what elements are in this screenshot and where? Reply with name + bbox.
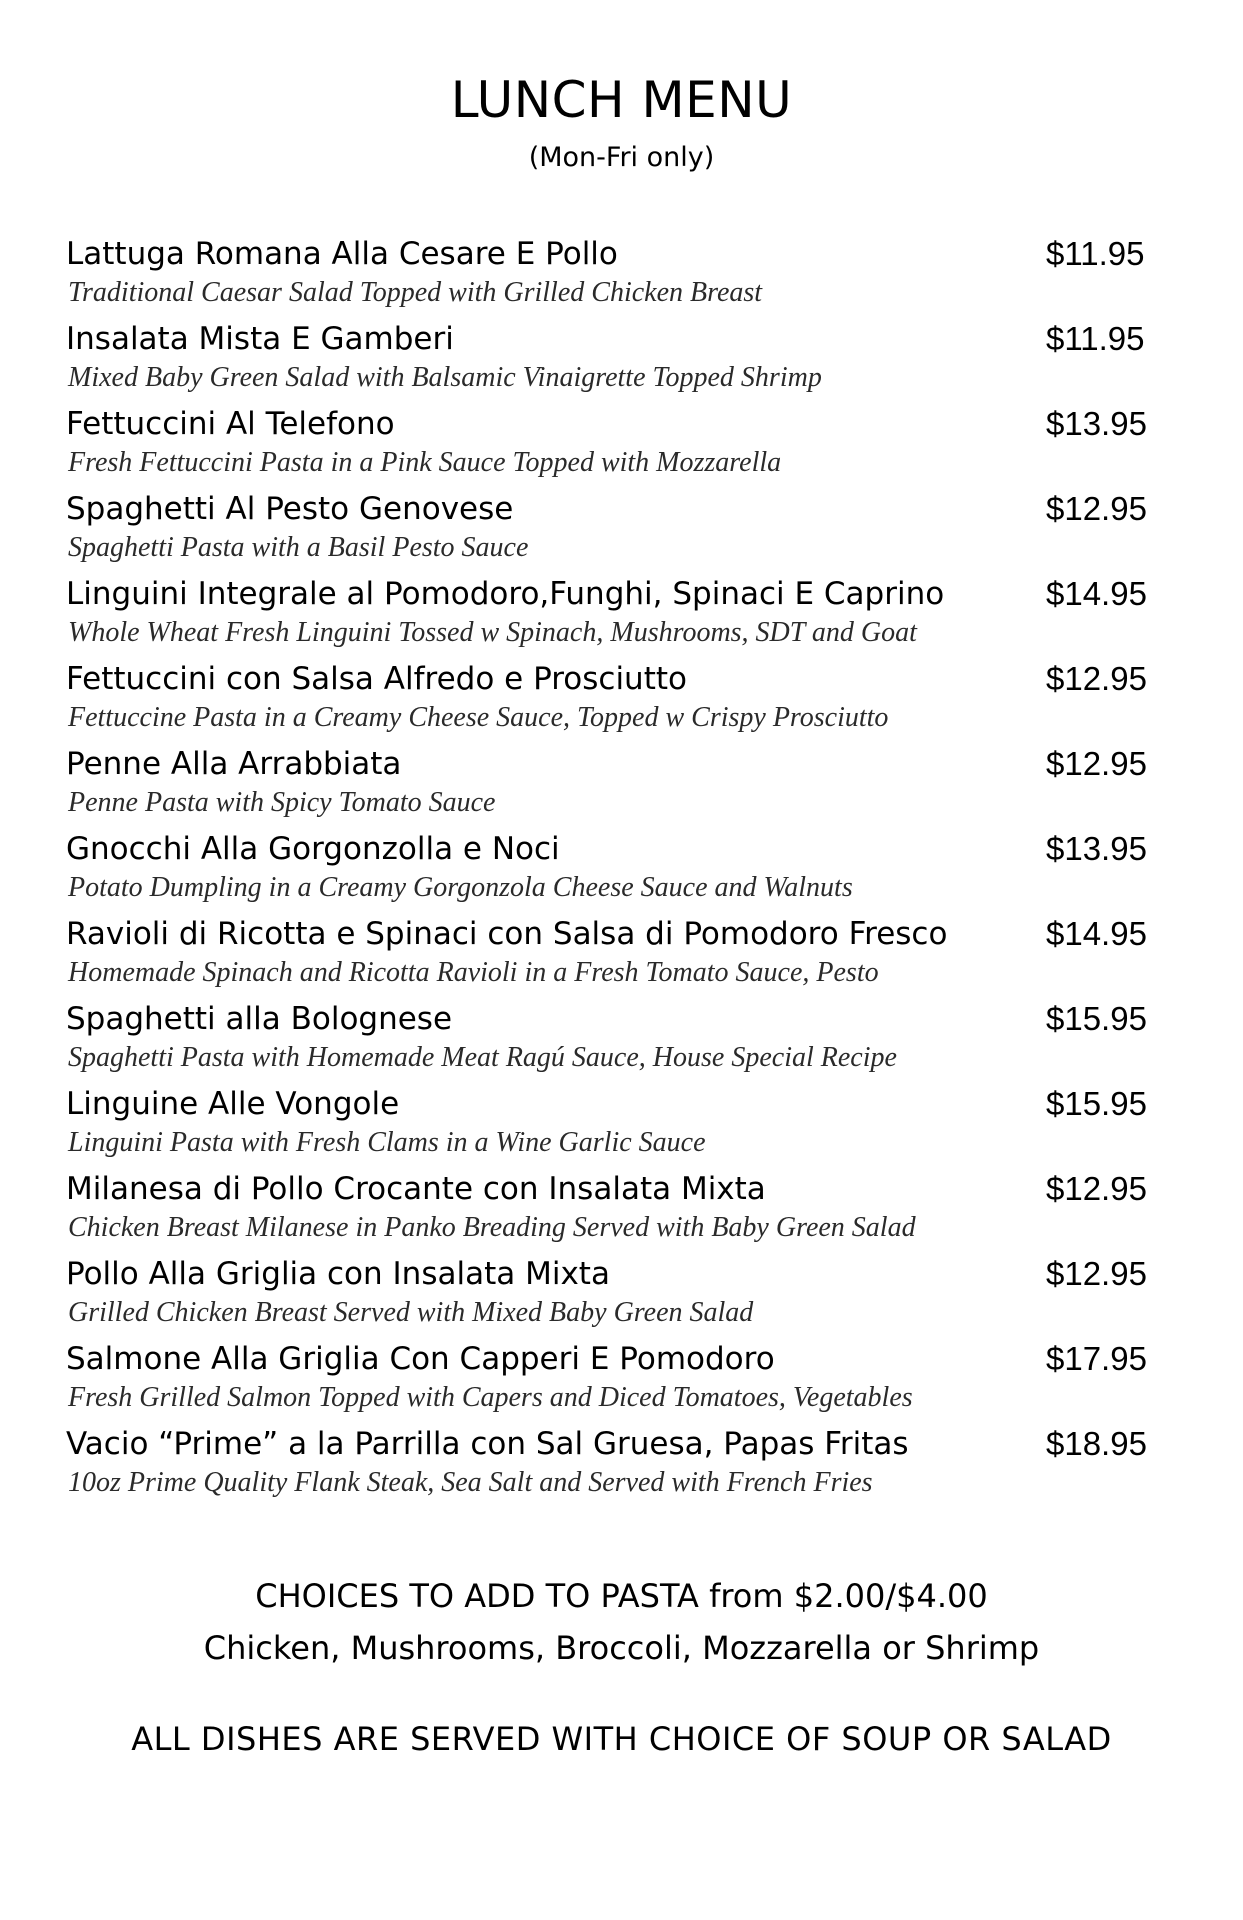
menu-item-price: $18.95 (1046, 1425, 1147, 1462)
menu-item (66, 489, 1176, 574)
menu-item-description: Potato Dumpling in a Creamy Gorgonzola Cheese Sauce and Walnuts (68, 872, 853, 903)
menu-item-price: $11.95 (1046, 320, 1145, 357)
menu-item (66, 829, 1176, 914)
menu-item-price: $15.95 (1046, 1000, 1147, 1037)
menu-item-description: Linguini Pasta with Fresh Clams in a Wine Garlic Sauce (68, 1127, 706, 1158)
menu-item (66, 1084, 1176, 1169)
menu-item-price: $13.95 (1046, 405, 1147, 442)
menu-item-name: Fettuccini con Salsa Alfredo e Prosciutto (66, 661, 687, 697)
menu-item-name: Ravioli di Ricotta e Spinaci con Salsa di Pomodoro Fresco (66, 916, 948, 952)
menu-item-price: $12.95 (1046, 490, 1147, 527)
menu-item-name: Penne Alla Arrabbiata (66, 746, 402, 782)
menu-item (66, 319, 1176, 404)
menu-item-name: Salmone Alla Griglia Con Capperi E Pomodoro (66, 1341, 775, 1377)
menu-item (66, 574, 1176, 659)
menu-item-name: Spaghetti alla Bolognese (66, 1001, 453, 1037)
menu-item-price: $17.95 (1046, 1340, 1147, 1377)
menu-item-description: Spaghetti Pasta with Homemade Meat Ragú Sauce, House Special Recipe (68, 1042, 897, 1073)
menu-item (66, 999, 1176, 1084)
menu-item-description: Mixed Baby Green Salad with Balsamic Vinaigrette Topped Shrimp (68, 362, 822, 393)
menu-item-price: $13.95 (1046, 830, 1147, 867)
menu-item (66, 1339, 1176, 1424)
menu-item-list (66, 234, 1176, 1509)
menu-item-price: $14.95 (1046, 915, 1147, 952)
menu-item-price: $12.95 (1046, 745, 1147, 782)
menu-item (66, 234, 1176, 319)
menu-item (66, 1169, 1176, 1254)
menu-item-name: Vacio “Prime” a la Parrilla con Sal Gruesa, Papas Fritas (66, 1426, 909, 1462)
menu-item (66, 914, 1176, 999)
menu-item-description: Traditional Caesar Salad Topped with Grilled Chicken Breast (68, 277, 763, 308)
menu-item-name: Linguine Alle Vongole (66, 1086, 400, 1122)
menu-item (66, 744, 1176, 829)
menu-item-description: Homemade Spinach and Ricotta Ravioli in a Fresh Tomato Sauce, Pesto (68, 957, 879, 988)
menu-item-name: Linguini Integrale al Pomodoro,Funghi, Spinaci E Caprino (66, 576, 945, 612)
menu-item-description: Spaghetti Pasta with a Basil Pesto Sauce (68, 532, 529, 563)
soup-salad-note: ALL DISHES ARE SERVED WITH CHOICE OF SOUP OR SALAD (131, 1720, 1112, 1758)
menu-item-description: 10oz Prime Quality Flank Steak, Sea Salt and Served with French Fries (68, 1467, 873, 1498)
menu-item-description: Chicken Breast Milanese in Panko Breading Served with Baby Green Salad (68, 1212, 916, 1243)
menu-item-description: Fresh Fettuccini Pasta in a Pink Sauce Topped with Mozzarella (68, 447, 782, 478)
menu-item-name: Spaghetti Al Pesto Genovese (66, 491, 514, 527)
menu-item (66, 659, 1176, 744)
menu-item-name: Pollo Alla Griglia con Insalata Mixta (66, 1256, 610, 1292)
menu-title: LUNCH MENU (450, 71, 793, 129)
menu-item-description: Grilled Chicken Breast Served with Mixed Baby Green Salad (68, 1297, 754, 1328)
menu-item (66, 1424, 1176, 1509)
menu-item (66, 404, 1176, 489)
menu-item-name: Gnocchi Alla Gorgonzolla e Noci (66, 831, 560, 867)
menu-item-price: $15.95 (1046, 1085, 1147, 1122)
menu-item-price: $11.95 (1046, 235, 1145, 272)
menu-item-name: Insalata Mista E Gamberi (66, 321, 454, 357)
menu-item-price: $12.95 (1046, 660, 1147, 697)
menu-item-description: Fettuccine Pasta in a Creamy Cheese Sauce, Topped w Crispy Prosciutto (68, 702, 889, 733)
menu-item-name: Fettuccini Al Telefono (66, 406, 395, 442)
menu-subtitle: (Mon-Fri only) (528, 142, 715, 173)
menu-item-name: Milanesa di Pollo Crocante con Insalata Mixta (66, 1171, 766, 1207)
pasta-extras-options: Chicken, Mushrooms, Broccoli, Mozzarella or Shrimp (203, 1629, 1040, 1667)
menu-item-description: Fresh Grilled Salmon Topped with Capers and Diced Tomatoes, Vegetables (68, 1382, 913, 1413)
menu-item (66, 1254, 1176, 1339)
pasta-extras-heading: CHOICES TO ADD TO PASTA from $2.00/$4.00 (255, 1577, 988, 1615)
menu-item-description: Whole Wheat Fresh Linguini Tossed w Spinach, Mushrooms, SDT and Goat (68, 617, 917, 648)
menu-item-price: $12.95 (1046, 1255, 1147, 1292)
menu-item-price: $14.95 (1046, 575, 1147, 612)
menu-item-name: Lattuga Romana Alla Cesare E Pollo (66, 236, 618, 272)
menu-item-price: $12.95 (1046, 1170, 1147, 1207)
menu-item-description: Penne Pasta with Spicy Tomato Sauce (68, 787, 496, 818)
pasta-extras (0, 1570, 1243, 1674)
